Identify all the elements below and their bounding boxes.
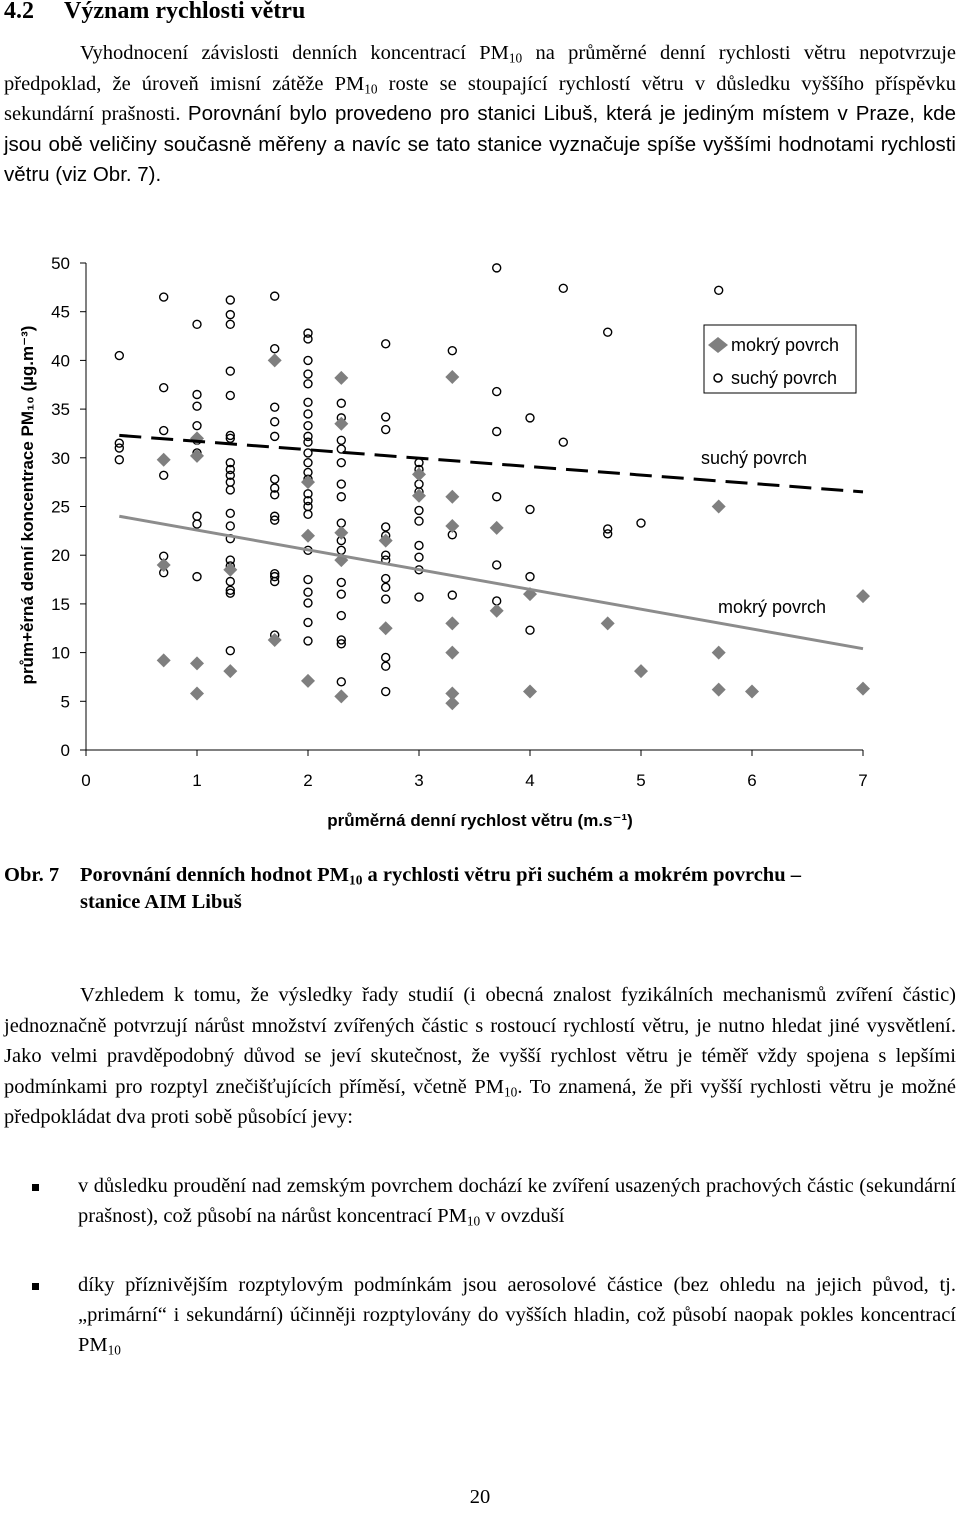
dry-surface-point [559, 284, 567, 292]
wet-surface-point [856, 682, 870, 696]
wet-surface-point [634, 664, 648, 678]
caption-text-3: stanice AIM Libuš [80, 891, 242, 913]
x-tick-label: 1 [192, 771, 202, 790]
dry-surface-point [226, 391, 234, 399]
dry-surface-point [271, 475, 279, 483]
dry-surface-point [337, 399, 345, 407]
intro-text-2: na průměrné denní rychlosti větru nepotvrzuje předpoklad, že úroveň imisní zátěže PM [4, 42, 956, 95]
dry-surface-point [526, 626, 534, 634]
dry-surface-point [526, 505, 534, 513]
wet-surface-point [190, 449, 204, 463]
dry-surface-point [226, 486, 234, 494]
dry-surface-point [304, 459, 312, 467]
y-axis-label: prům+ěrná denní koncentrace PM₁₀ (µg.m⁻³) [18, 325, 37, 685]
dry-surface-point [526, 573, 534, 581]
dry-surface-point [115, 352, 123, 360]
dry-surface-point [226, 577, 234, 585]
dry-surface-point [115, 456, 123, 464]
wet-surface-point [445, 696, 459, 710]
wet-surface-point [334, 689, 348, 703]
y-tick-label: 35 [51, 400, 70, 420]
pm-subscript: 10 [107, 1342, 121, 1358]
y-tick-label: 5 [60, 692, 70, 712]
pm-subscript: 10 [466, 1213, 481, 1229]
dry-surface-point [448, 347, 456, 355]
wet-surface-point [190, 656, 204, 670]
dry-surface-point [304, 588, 312, 596]
wet-surface-point [190, 431, 204, 445]
wet-surface-point [712, 646, 726, 660]
wet-surface-point [712, 683, 726, 697]
dry-surface-point [337, 678, 345, 686]
wet-surface-point [445, 646, 459, 660]
pm-subscript: 10 [508, 50, 523, 66]
dry-surface-point [271, 403, 279, 411]
bullet-square-icon [32, 1184, 39, 1191]
dry-surface-point [304, 335, 312, 343]
wet-surface-point [268, 633, 282, 647]
dry-surface-point [226, 367, 234, 375]
y-tick-label: 30 [51, 448, 70, 468]
wet-surface-point [412, 467, 426, 481]
y-tick-label: 50 [51, 254, 70, 273]
section-title: Význam rychlosti větru [64, 0, 306, 24]
wet-surface-point [334, 371, 348, 385]
dry-surface-point [382, 662, 390, 670]
legend-dry-label: suchý povrch [731, 368, 838, 388]
wet-surface-point [334, 526, 348, 540]
wet-surface-points [157, 353, 870, 710]
wet-surface-point [301, 529, 315, 543]
dry-surface-point [226, 296, 234, 304]
dry-surface-point [160, 471, 168, 479]
dry-surface-point [415, 593, 423, 601]
wet-surface-point [445, 616, 459, 630]
intro-paragraph [4, 38, 956, 191]
dry-surface-point [271, 418, 279, 426]
y-tick-label: 10 [51, 643, 70, 663]
dry-surface-point [304, 438, 312, 446]
y-tick-label: 45 [51, 302, 70, 322]
x-tick-label: 3 [414, 771, 424, 790]
dry-surface-point [271, 577, 279, 585]
intro-text-1: Vyhodnocení závislosti denních koncentrací PM [80, 42, 509, 64]
dry-surface-point [160, 384, 168, 392]
dry-surface-point [304, 380, 312, 388]
dry-surface-point [637, 519, 645, 527]
dry-surface-point [304, 599, 312, 607]
page-number: 20 [469, 1486, 491, 1508]
dry-surface-point [337, 578, 345, 586]
dry-surface-point [493, 388, 501, 396]
dry-surface-point [337, 590, 345, 598]
dry-surface-point [304, 410, 312, 418]
dry-surface-point [382, 653, 390, 661]
dry-surface-point [382, 688, 390, 696]
y-tick-label: 20 [51, 546, 70, 566]
dry-surface-point [304, 503, 312, 511]
wet-trend-line [119, 516, 863, 648]
dry-surface-point [160, 427, 168, 435]
wet-surface-point [157, 653, 171, 667]
dry-surface-point [271, 432, 279, 440]
y-tick-label: 40 [51, 351, 70, 371]
dry-surface-point [604, 328, 612, 336]
wet-surface-point [223, 563, 237, 577]
body-paragraph [4, 980, 956, 1133]
dry-surface-point [304, 356, 312, 364]
bullet-text-end: v ovzduší [480, 1205, 565, 1227]
dry-surface-point [304, 398, 312, 406]
legend-wet-label: mokrý povrch [731, 335, 840, 355]
caption-text-1: Porovnání denních hodnot PM [80, 864, 350, 886]
bullet-item [4, 1270, 956, 1360]
bullet-item [4, 1171, 956, 1231]
wet-surface-point [301, 475, 315, 489]
intro-text-3: roste se stoupající rychlostí větru v důsledku vyššího příspěvku sekundární prašnosti. [4, 72, 956, 125]
dry-surface-point [415, 506, 423, 514]
wet-surface-point [223, 664, 237, 678]
wet-surface-point [334, 417, 348, 431]
dry-surface-point [304, 370, 312, 378]
wet-surface-point [490, 521, 504, 535]
dry-surface-point [226, 320, 234, 328]
body-text-1: Vzhledem k tomu, že výsledky řady studií (i obecná znalost fyzikálních mechanismů zvíření částic) jednoznačně potvrzují nárůst množství zvířených částic s rostoucí rychlostí větru, je nutno hledat jiné vysvětlení. Jako velmi pravděpodobný důvod se jeví skutečnost, že vyšší rychlost větru je téměř vždy spojena s lepšími podmínkami pro rozptyl znečišťujících příměsí, včetně PM [4, 984, 956, 1098]
dry-surface-point [448, 591, 456, 599]
wet-surface-point [445, 519, 459, 533]
wet-surface-point [856, 589, 870, 603]
wet-surface-point [379, 621, 393, 635]
wet-surface-point [712, 500, 726, 514]
pm-subscript: 10 [364, 80, 378, 96]
dry-surface-point [493, 493, 501, 501]
dry-surface-point [493, 428, 501, 436]
dry-surface-point [160, 293, 168, 301]
dry-surface-point [226, 647, 234, 655]
dry-surface-point [304, 576, 312, 584]
dry-surface-point [415, 517, 423, 525]
x-axis-label: průměrná denní rychlost větru (m.s⁻¹) [327, 811, 633, 830]
y-tick-label: 15 [51, 594, 70, 614]
dry-surface-point [493, 561, 501, 569]
dry-surface-point [304, 422, 312, 430]
bullet-text: v důsledku proudění nad zemským povrchem dochází ke zvíření usazených prachových částic (sekundární prašnost), což působí na nárůst koncentrací PM [78, 1175, 956, 1227]
dry-surface-point [337, 436, 345, 444]
dry-surface-point [337, 612, 345, 620]
dry-surface-point [226, 509, 234, 517]
wet-surface-point [523, 685, 537, 699]
dry-surface-point [559, 438, 567, 446]
x-tick-label: 6 [747, 771, 757, 790]
dry-surface-point [193, 512, 201, 520]
bullet-text: díky příznivějším rozptylovým podmínkám jsou aerosolové částice (bez ohledu na jejich původ, tj. „primární“ i sekundární) účinněji rozptylovány do vyšších hladin, což působí naopak pokles koncentrací PM [78, 1274, 956, 1356]
wet-surface-point [301, 674, 315, 688]
wet-surface-point [412, 489, 426, 503]
body-text-2: . To znamená, že při vyšší rychlosti větru je možné předpokládat dva proti sobě působící jevy: [4, 1075, 956, 1128]
dry-surface-point [415, 541, 423, 549]
dry-surface-point [526, 414, 534, 422]
dry-surface-point [415, 553, 423, 561]
bullet-square-icon [32, 1283, 39, 1290]
wet-surface-point [490, 604, 504, 618]
x-tick-label: 7 [858, 771, 868, 790]
dry-surface-point [226, 522, 234, 530]
dry-surface-point [337, 480, 345, 488]
dry-surface-point [382, 523, 390, 531]
dry-surface-point [115, 444, 123, 452]
figure-caption [4, 862, 956, 916]
dry-surface-point [193, 573, 201, 581]
intro-text-4: Porovnání bylo provedeno pro stanici Libuš, která je jediným místem v Praze, kde jsou obě veličiny současně měřeny a navíc se tato stanice vyznačuje spíše vyššími hodnotami rychlosti větru (viz Obr. 7). [4, 102, 956, 186]
dry-surface-point [271, 292, 279, 300]
pm-subscript: 10 [349, 872, 363, 888]
dry-surface-point [304, 510, 312, 518]
x-tick-label: 4 [525, 771, 535, 790]
dry-surface-point [271, 345, 279, 353]
dry-surface-point [604, 530, 612, 538]
wet-surface-point [157, 558, 171, 572]
y-tick-label: 25 [51, 497, 70, 517]
dry-surface-point [193, 390, 201, 398]
dry-surface-point [193, 520, 201, 528]
wet-surface-point [445, 370, 459, 384]
pm-subscript: 10 [504, 1083, 518, 1099]
dry-surface-point [382, 583, 390, 591]
wet-surface-point [745, 685, 759, 699]
dry-surface-point [193, 422, 201, 430]
dry-surface-point [382, 413, 390, 421]
dry-surface-point [226, 311, 234, 319]
dry-surface-point [382, 426, 390, 434]
wet-surface-point [445, 490, 459, 504]
caption-text-2: a rychlosti větru při suchém a mokrém povrchu – [362, 864, 801, 886]
wet-surface-point [601, 616, 615, 630]
x-tick-label: 2 [303, 771, 313, 790]
x-tick-label: 0 [81, 771, 91, 790]
dry-surface-point [193, 320, 201, 328]
dry-surface-point [193, 402, 201, 410]
wind-pm10-scatter-chart [0, 240, 960, 840]
dry-surface-point [382, 575, 390, 583]
y-tick-label: 0 [60, 741, 70, 760]
dry-surface-point [493, 264, 501, 272]
dry-surface-point [337, 493, 345, 501]
dry-surface-point [715, 286, 723, 294]
wet-surface-point [190, 687, 204, 701]
wet-surface-point [157, 453, 171, 467]
wet-surface-point [268, 353, 282, 367]
x-tick-label: 5 [636, 771, 646, 790]
wet-surface-point [379, 534, 393, 548]
annotation-wet-surface: mokrý povrch [718, 597, 827, 617]
section-heading [4, 0, 305, 25]
annotation-dry-surface: suchý povrch [701, 448, 808, 468]
dry-surface-point [382, 340, 390, 348]
caption-label: Obr. 7 [4, 864, 60, 886]
section-number: 4.2 [4, 0, 34, 24]
dry-surface-point [337, 459, 345, 467]
dry-surface-point [304, 618, 312, 626]
dry-surface-point [382, 595, 390, 603]
dry-surface-point [304, 637, 312, 645]
